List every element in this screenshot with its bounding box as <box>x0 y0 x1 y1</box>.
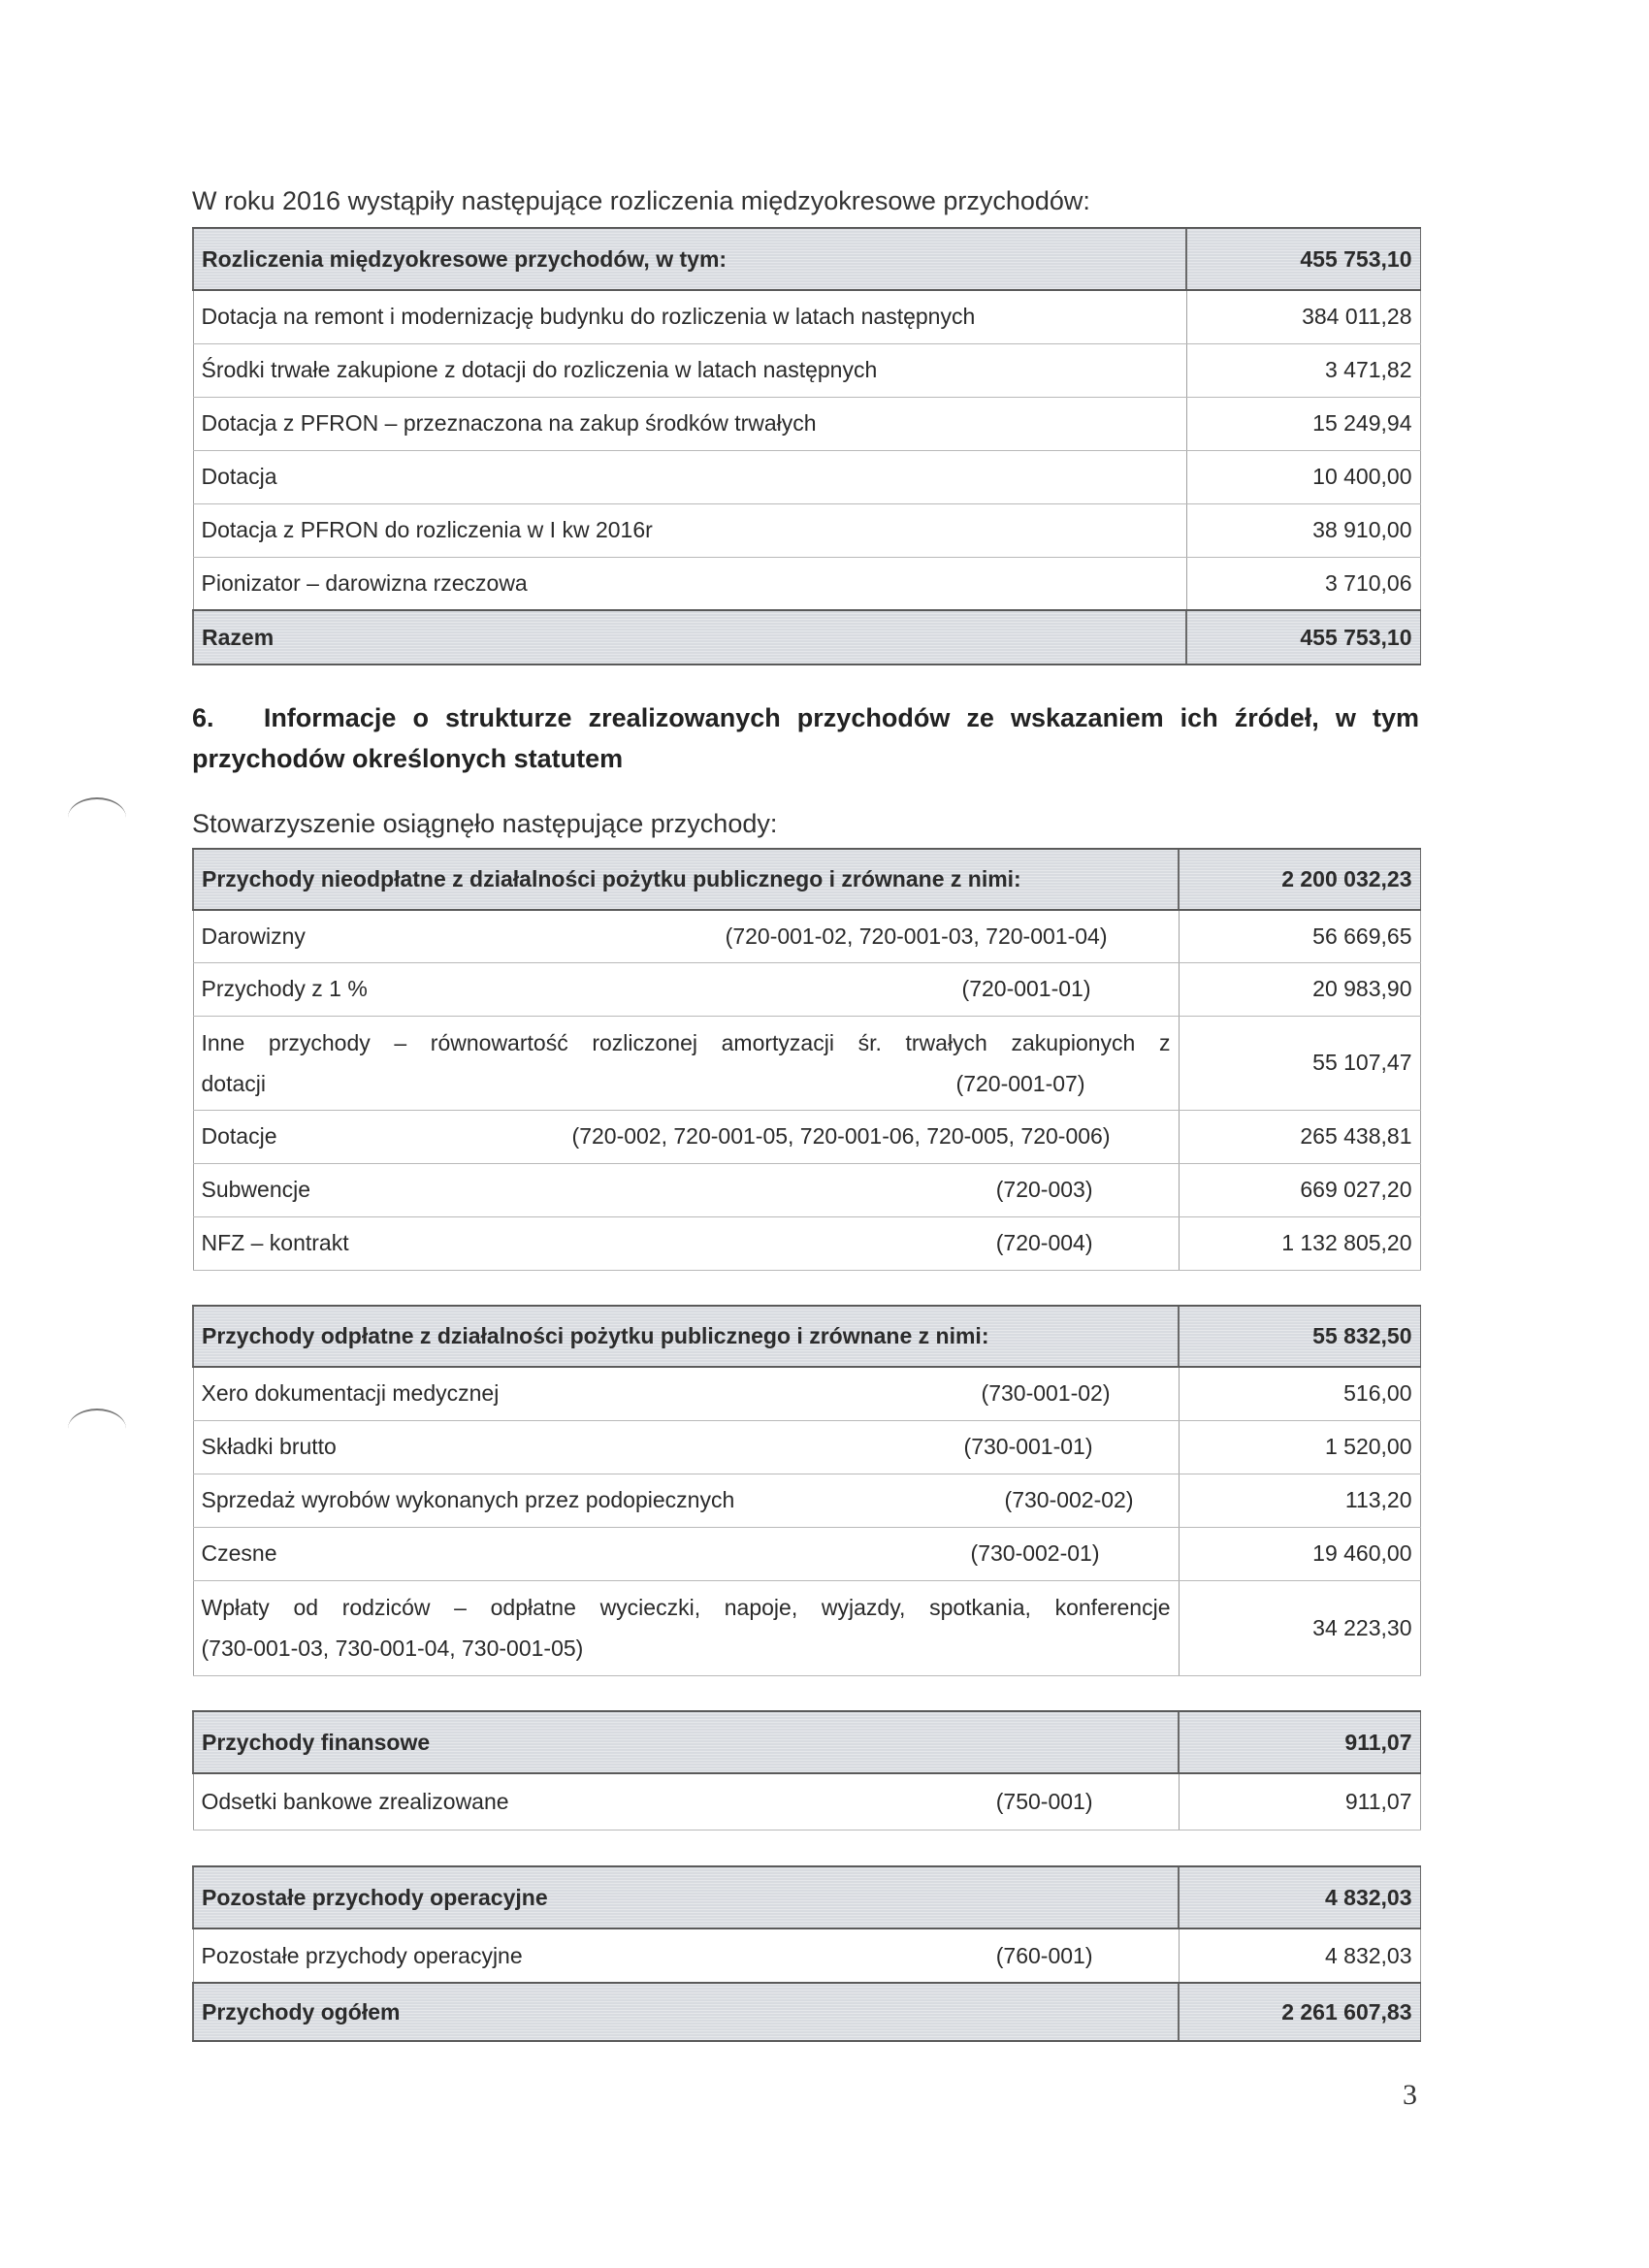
header-label: Przychody odpłatne z działalności pożytku publicznego i zrównane z nimi: <box>193 1306 1179 1367</box>
row-amount: 516,00 <box>1179 1367 1420 1420</box>
header-label: Przychody nieodpłatne z działalności pożytku publicznego i zrównane z nimi: <box>193 849 1179 910</box>
table-row <box>193 503 1420 557</box>
row-amount: 38 910,00 <box>1186 503 1420 557</box>
finansowe-table <box>192 1710 1421 1831</box>
header-amount: 455 753,10 <box>1186 228 1420 290</box>
row-label: Dotacja z PFRON – przeznaczona na zakup środków trwałych <box>193 397 1186 450</box>
punch-hole-mark <box>68 1409 126 1449</box>
table-row <box>193 450 1420 503</box>
row-label: Dotacja <box>193 450 1186 503</box>
odplatne-table <box>192 1305 1421 1676</box>
table-header-row <box>193 849 1420 910</box>
row-label: Odsetki bankowe zrealizowane <box>201 1788 509 1814</box>
row-code: (720-001-02, 720-001-03, 720-001-04) <box>725 923 1108 949</box>
row-code: (730-001-01) <box>963 1434 1093 1459</box>
header-label: Rozliczenia międzyokresowe przychodów, w tym: <box>193 228 1186 290</box>
row-amount: 265 438,81 <box>1179 1110 1420 1163</box>
row-label-line2: dotacji <box>201 1070 266 1096</box>
table-row <box>193 1474 1420 1527</box>
row-code: (750-001) <box>995 1788 1093 1814</box>
row-amount: 113,20 <box>1179 1474 1420 1527</box>
table-header-row <box>193 1866 1420 1928</box>
row-label: Dotacja z PFRON do rozliczenia w I kw 2016r <box>193 503 1186 557</box>
row-label: Dotacja na remont i modernizację budynku do rozliczenia w latach następnych <box>193 290 1186 343</box>
table-total-row <box>193 1983 1420 2041</box>
row-label: Darowizny <box>201 923 306 949</box>
table-row <box>193 557 1420 610</box>
table-row <box>193 910 1420 962</box>
row-amount: 1 520,00 <box>1179 1420 1420 1474</box>
row-label: Sprzedaż wyrobów wykonanych przez podopiecznych <box>201 1487 735 1512</box>
row-code: (720-001-01) <box>961 976 1091 1001</box>
nieodplatne-table <box>192 848 1421 1271</box>
row-label: Xero dokumentacji medycznej <box>201 1380 500 1407</box>
row-code: (730-001-02) <box>981 1380 1111 1407</box>
table-total-row <box>193 610 1420 664</box>
row-label-line2: (730-001-03, 730-001-04, 730-001-05) <box>201 1636 584 1661</box>
row-amount: 669 027,20 <box>1179 1163 1420 1216</box>
row-amount: 911,07 <box>1179 1773 1420 1830</box>
row-code: (720-004) <box>995 1230 1093 1255</box>
table-header-row <box>193 228 1420 290</box>
row-code: (730-002-01) <box>970 1540 1100 1566</box>
row-label: Przychody z 1 % <box>201 976 368 1001</box>
table-row <box>193 1110 1420 1163</box>
row-amount: 20 983,90 <box>1179 962 1420 1016</box>
table-row <box>193 1163 1420 1216</box>
table-row <box>193 397 1420 450</box>
row-label: Składki brutto <box>201 1434 337 1459</box>
row-label: Dotacje <box>201 1123 277 1149</box>
table-row <box>193 962 1420 1016</box>
row-code: (760-001) <box>995 1942 1093 1968</box>
row-label: Pionizator – darowizna rzeczowa <box>193 557 1186 610</box>
row-amount: 56 669,65 <box>1179 910 1420 962</box>
row-code: (720-001-07) <box>955 1070 1085 1096</box>
row-amount: 3 710,06 <box>1186 557 1420 610</box>
section-6-heading <box>192 697 1419 779</box>
row-amount: 15 249,94 <box>1186 397 1420 450</box>
row-label: NFZ – kontrakt <box>201 1230 349 1255</box>
row-amount: 1 132 805,20 <box>1179 1216 1420 1270</box>
header-amount: 4 832,03 <box>1179 1866 1420 1928</box>
table-header-row <box>193 1711 1420 1773</box>
row-label: Subwencje <box>201 1177 311 1202</box>
header-label: Pozostałe przychody operacyjne <box>193 1866 1179 1928</box>
intro-przychody-text: Stowarzyszenie osiągnęło następujące przychody: <box>192 809 778 838</box>
table-row <box>193 1016 1420 1110</box>
table-row <box>193 290 1420 343</box>
row-label: Czesne <box>201 1540 277 1566</box>
intro-2016-text: W roku 2016 wystąpiły następujące rozliczenia międzyokresowe przychodów: <box>192 186 1090 215</box>
row-label-line1: Inne przychody – równowartość rozliczonej amortyzacji śr. trwałych zakupionych z <box>201 1029 1171 1055</box>
header-amount: 911,07 <box>1179 1711 1420 1773</box>
row-code: (720-002, 720-001-05, 720-001-06, 720-005, 720-006) <box>571 1123 1111 1149</box>
table-row <box>193 1420 1420 1474</box>
table-header-row <box>193 1306 1420 1367</box>
operacyjne-table <box>192 1865 1421 2042</box>
row-amount: 4 832,03 <box>1179 1928 1420 1983</box>
row-amount: 10 400,00 <box>1186 450 1420 503</box>
row-amount: 384 011,28 <box>1186 290 1420 343</box>
row-amount: 19 460,00 <box>1179 1527 1420 1580</box>
total-amount: 2 261 607,83 <box>1179 1983 1420 2041</box>
row-amount: 3 471,82 <box>1186 343 1420 397</box>
header-label: Przychody finansowe <box>193 1711 1179 1773</box>
table-row <box>193 1928 1420 1983</box>
section-title: Informacje o strukturze zrealizowanych przychodów ze wskazaniem ich źródeł, w tym przychodów określonych statutem <box>192 703 1419 773</box>
punch-hole-mark <box>68 797 126 838</box>
total-label: Razem <box>193 610 1186 664</box>
table-row <box>193 1580 1420 1675</box>
table-row <box>193 1367 1420 1420</box>
table-row <box>193 1773 1420 1830</box>
row-label-line1: Wpłaty od rodziców – odpłatne wycieczki, napoje, wyjazdy, spotkania, konferencje <box>201 1595 1171 1620</box>
row-code: (730-002-02) <box>1004 1487 1134 1512</box>
row-amount: 55 107,47 <box>1179 1016 1420 1110</box>
rozliczenia-table <box>192 227 1421 665</box>
table-row <box>193 1216 1420 1270</box>
table-row <box>193 1527 1420 1580</box>
page-number: 3 <box>1403 2079 1417 2111</box>
section-number: 6. <box>192 703 214 732</box>
row-label: Pozostałe przychody operacyjne <box>201 1942 523 1968</box>
total-label: Przychody ogółem <box>193 1983 1179 2041</box>
row-code: (720-003) <box>995 1177 1093 1202</box>
header-amount: 55 832,50 <box>1179 1306 1420 1367</box>
header-amount: 2 200 032,23 <box>1179 849 1420 910</box>
row-label: Środki trwałe zakupione z dotacji do rozliczenia w latach następnych <box>193 343 1186 397</box>
table-row <box>193 343 1420 397</box>
row-amount: 34 223,30 <box>1179 1580 1420 1675</box>
total-amount: 455 753,10 <box>1186 610 1420 664</box>
